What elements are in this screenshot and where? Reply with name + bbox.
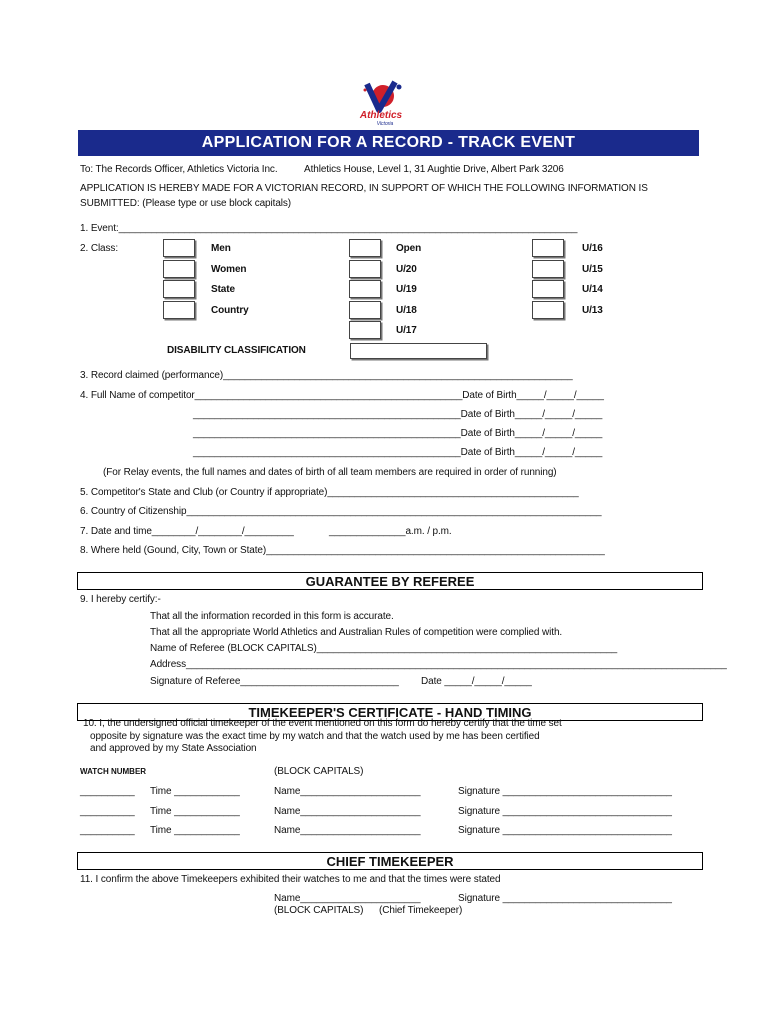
- class-u19-label: U/19: [396, 284, 417, 295]
- checkbox-women[interactable]: [163, 260, 195, 278]
- timekeeper-signature-field-3[interactable]: Signature _______________________________: [458, 825, 672, 836]
- certify-statement-2: That all the appropriate World Athletics and Australian Rules of competition were complied with.: [150, 627, 563, 638]
- record-claimed-field[interactable]: 3. Record claimed (performance)________________________________________________________________: [80, 370, 573, 381]
- referee-section-header: GUARANTEE BY REFEREE: [77, 572, 703, 590]
- time-ampm-field[interactable]: ______________a.m. / p.m.: [329, 526, 452, 537]
- athletics-victoria-logo: [355, 78, 407, 128]
- class-men-label: Men: [211, 243, 231, 254]
- citizenship-field[interactable]: 6. Country of Citizenship____________________________________________________________________________: [80, 506, 602, 517]
- watch-number-label: WATCH NUMBER: [80, 767, 147, 776]
- checkbox-open[interactable]: [349, 239, 381, 257]
- checkbox-u17[interactable]: [349, 321, 381, 339]
- timekeeper-text-3: and approved by my State Association: [90, 743, 257, 754]
- class-u18-label: U/18: [396, 305, 417, 316]
- chief-name-field[interactable]: Name______________________: [274, 893, 421, 904]
- timekeeper-name-field-2[interactable]: Name______________________: [274, 806, 421, 817]
- checkbox-u16[interactable]: [532, 239, 564, 257]
- timekeeper-section-header: TIMEKEEPER'S CERTIFICATE - HAND TIMING: [77, 703, 703, 721]
- event-field[interactable]: 1. Event:____________________________________________________________________________________: [80, 223, 578, 234]
- checkbox-country[interactable]: [163, 301, 195, 319]
- checkbox-state[interactable]: [163, 280, 195, 298]
- svg-text:Victoria: Victoria: [376, 121, 394, 127]
- page-title: APPLICATION FOR A RECORD - TRACK EVENT: [78, 130, 699, 156]
- class-u14-label: U/14: [582, 284, 603, 295]
- class-u13-label: U/13: [582, 305, 603, 316]
- intro-text-2: SUBMITTED: (Please type or use block capitals): [80, 198, 292, 209]
- class-u20-label: U/20: [396, 264, 417, 275]
- class-state-label: State: [211, 284, 235, 295]
- timekeeper-signature-field-2[interactable]: Signature _______________________________: [458, 806, 672, 817]
- date-time-field[interactable]: 7. Date and time________/________/_________: [80, 526, 294, 537]
- watch-number-field-3[interactable]: __________: [80, 825, 135, 836]
- referee-address-field[interactable]: Address___________________________________________________________________________________________________: [150, 659, 727, 670]
- watch-number-field-2[interactable]: __________: [80, 806, 135, 817]
- checkbox-u18[interactable]: [349, 301, 381, 319]
- competitor-name-field-4[interactable]: _________________________________________________Date of Birth_____/_____/_____: [193, 447, 603, 458]
- address-line: Athletics House, Level 1, 31 Aughtie Drive, Albert Park 3206: [304, 164, 564, 175]
- watch-number-field-1[interactable]: __________: [80, 786, 135, 797]
- timekeeper-name-field-3[interactable]: Name______________________: [274, 825, 421, 836]
- timekeeper-name-field-1[interactable]: Name______________________: [274, 786, 421, 797]
- checkbox-u19[interactable]: [349, 280, 381, 298]
- time-field-2[interactable]: Time ____________: [150, 806, 240, 817]
- class-country-label: Country: [211, 305, 249, 316]
- class-u17-label: U/17: [396, 325, 417, 336]
- chief-block-capitals-label: (BLOCK CAPITALS): [274, 905, 364, 916]
- checkbox-u14[interactable]: [532, 280, 564, 298]
- disability-classification-field[interactable]: [350, 343, 487, 359]
- relay-note: (For Relay events, the full names and dates of birth of all team members are required in order of running): [103, 467, 557, 478]
- chief-timekeeper-section-header: CHIEF TIMEKEEPER: [77, 852, 703, 870]
- svg-text:Athletics: Athletics: [359, 110, 403, 121]
- class-label: 2. Class:: [80, 243, 119, 254]
- class-open-label: Open: [396, 243, 422, 254]
- referee-date-field[interactable]: Date _____/_____/_____: [421, 676, 532, 687]
- checkbox-u13[interactable]: [532, 301, 564, 319]
- state-club-field[interactable]: 5. Competitor's State and Club (or Country if appropriate)______________________________________________: [80, 487, 579, 498]
- class-u15-label: U/15: [582, 264, 603, 275]
- class-u16-label: U/16: [582, 243, 603, 254]
- certify-statement-1: That all the information recorded in this form is accurate.: [150, 611, 394, 622]
- time-field-3[interactable]: Time ____________: [150, 825, 240, 836]
- chief-signature-field[interactable]: Signature _______________________________: [458, 893, 672, 904]
- competitor-name-field-2[interactable]: _________________________________________________Date of Birth_____/_____/_____: [193, 409, 603, 420]
- checkbox-u20[interactable]: [349, 260, 381, 278]
- to-line: To: The Records Officer, Athletics Victoria Inc.: [80, 164, 278, 175]
- disability-label: DISABILITY CLASSIFICATION: [167, 345, 306, 356]
- certify-label: 9. I hereby certify:-: [80, 594, 161, 605]
- referee-signature-field[interactable]: Signature of Referee_____________________________: [150, 676, 399, 687]
- timekeeper-text-2: opposite by signature was the exact time by my watch and that the watch used by me has been certified: [90, 731, 540, 742]
- checkbox-men[interactable]: [163, 239, 195, 257]
- class-women-label: Women: [211, 264, 247, 275]
- block-capitals-label: (BLOCK CAPITALS): [274, 766, 364, 777]
- checkbox-u15[interactable]: [532, 260, 564, 278]
- competitor-name-field-1[interactable]: 4. Full Name of competitor_________________________________________________Date of Birth_____/_____/_____: [80, 390, 604, 401]
- intro-text-1: APPLICATION IS HEREBY MADE FOR A VICTORIAN RECORD, IN SUPPORT OF WHICH THE FOLLOWING INFORMATION IS: [80, 183, 648, 194]
- timekeeper-text-1: 10. I, the undersigned official timekeeper of the event mentioned on this form do hereby certify that the time set: [83, 718, 562, 729]
- timekeeper-signature-field-1[interactable]: Signature _______________________________: [458, 786, 672, 797]
- time-field-1[interactable]: Time ____________: [150, 786, 240, 797]
- where-held-field[interactable]: 8. Where held (Gound, City, Town or State)______________________________________________________________: [80, 545, 605, 556]
- chief-timekeeper-text: 11. I confirm the above Timekeepers exhibited their watches to me and that the times were stated: [80, 874, 501, 885]
- chief-role-label: (Chief Timekeeper): [379, 905, 463, 916]
- competitor-name-field-3[interactable]: _________________________________________________Date of Birth_____/_____/_____: [193, 428, 603, 439]
- referee-name-field[interactable]: Name of Referee (BLOCK CAPITALS)_______________________________________________________: [150, 643, 618, 654]
